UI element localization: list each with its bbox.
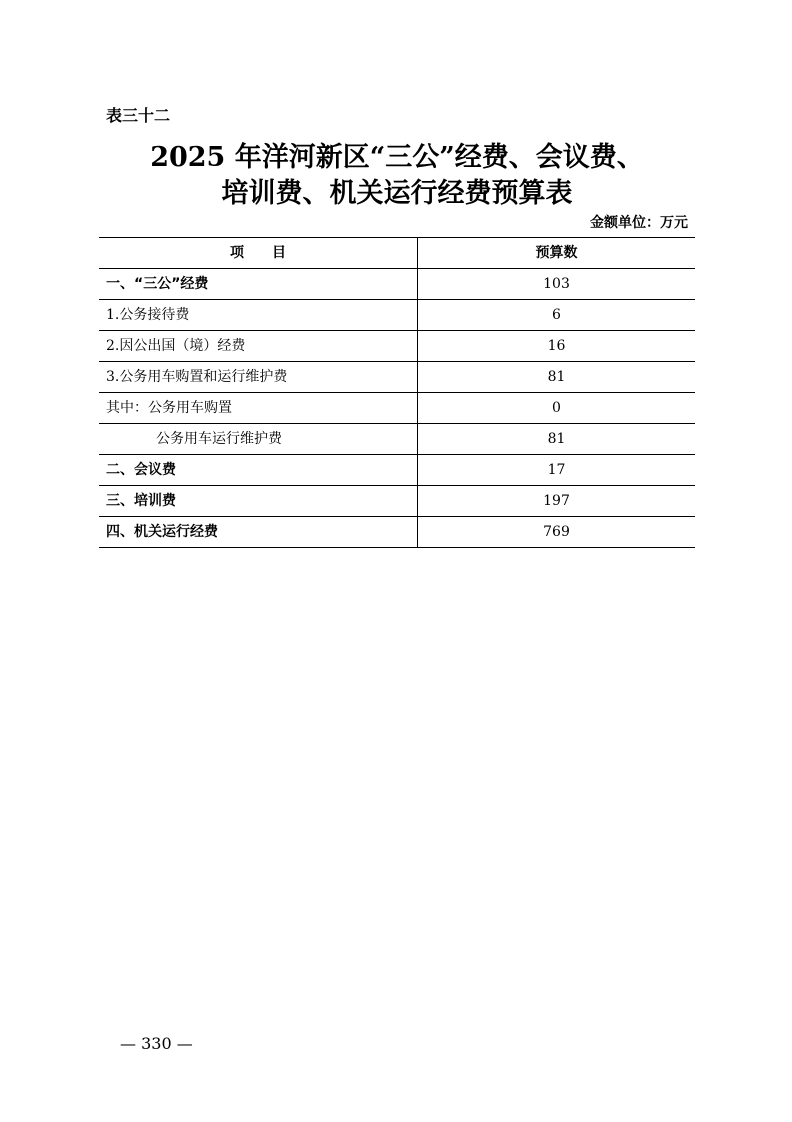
row-amount: 0: [418, 393, 696, 424]
row-item: 1.公务接待费: [99, 300, 418, 331]
document-title-line-2: 培训费、机关运行经费预算表: [221, 178, 573, 209]
table-row: [99, 269, 695, 300]
table-row: [99, 517, 695, 548]
row-amount: 17: [418, 455, 696, 486]
table-row: [99, 486, 695, 517]
table-header-row: [99, 238, 695, 269]
document-title-line-1: 2025 年洋河新区“三公”经费、会议费、: [150, 142, 644, 173]
header-amount: 预算数: [418, 238, 696, 269]
row-amount: 769: [418, 517, 696, 548]
row-item: 四、机关运行经费: [99, 517, 418, 548]
row-amount: 6: [418, 300, 696, 331]
table-row: [99, 455, 695, 486]
row-item: 2.因公出国（境）经费: [99, 331, 418, 362]
table-label: 表三十二: [106, 106, 171, 125]
row-item: 一、“三公”经费: [99, 269, 418, 300]
budget-table: [99, 237, 695, 548]
row-item: 二、会议费: [99, 455, 418, 486]
unit-label: 金额单位：万元: [590, 215, 688, 231]
table-row: [99, 393, 695, 424]
table-row: [99, 362, 695, 393]
row-amount: 103: [418, 269, 696, 300]
row-amount: 81: [418, 362, 696, 393]
row-amount: 16: [418, 331, 696, 362]
row-item: 三、培训费: [99, 486, 418, 517]
row-item: 其中：公务用车购置: [99, 393, 418, 424]
row-item: 公务用车运行维护费: [99, 424, 418, 455]
table-row: [99, 300, 695, 331]
page-number: — 330 —: [120, 1034, 193, 1053]
row-item: 3.公务用车购置和运行维护费: [99, 362, 418, 393]
header-item: 项 目: [99, 238, 418, 269]
row-amount: 81: [418, 424, 696, 455]
table-row: [99, 331, 695, 362]
row-amount: 197: [418, 486, 696, 517]
table-row: [99, 424, 695, 455]
